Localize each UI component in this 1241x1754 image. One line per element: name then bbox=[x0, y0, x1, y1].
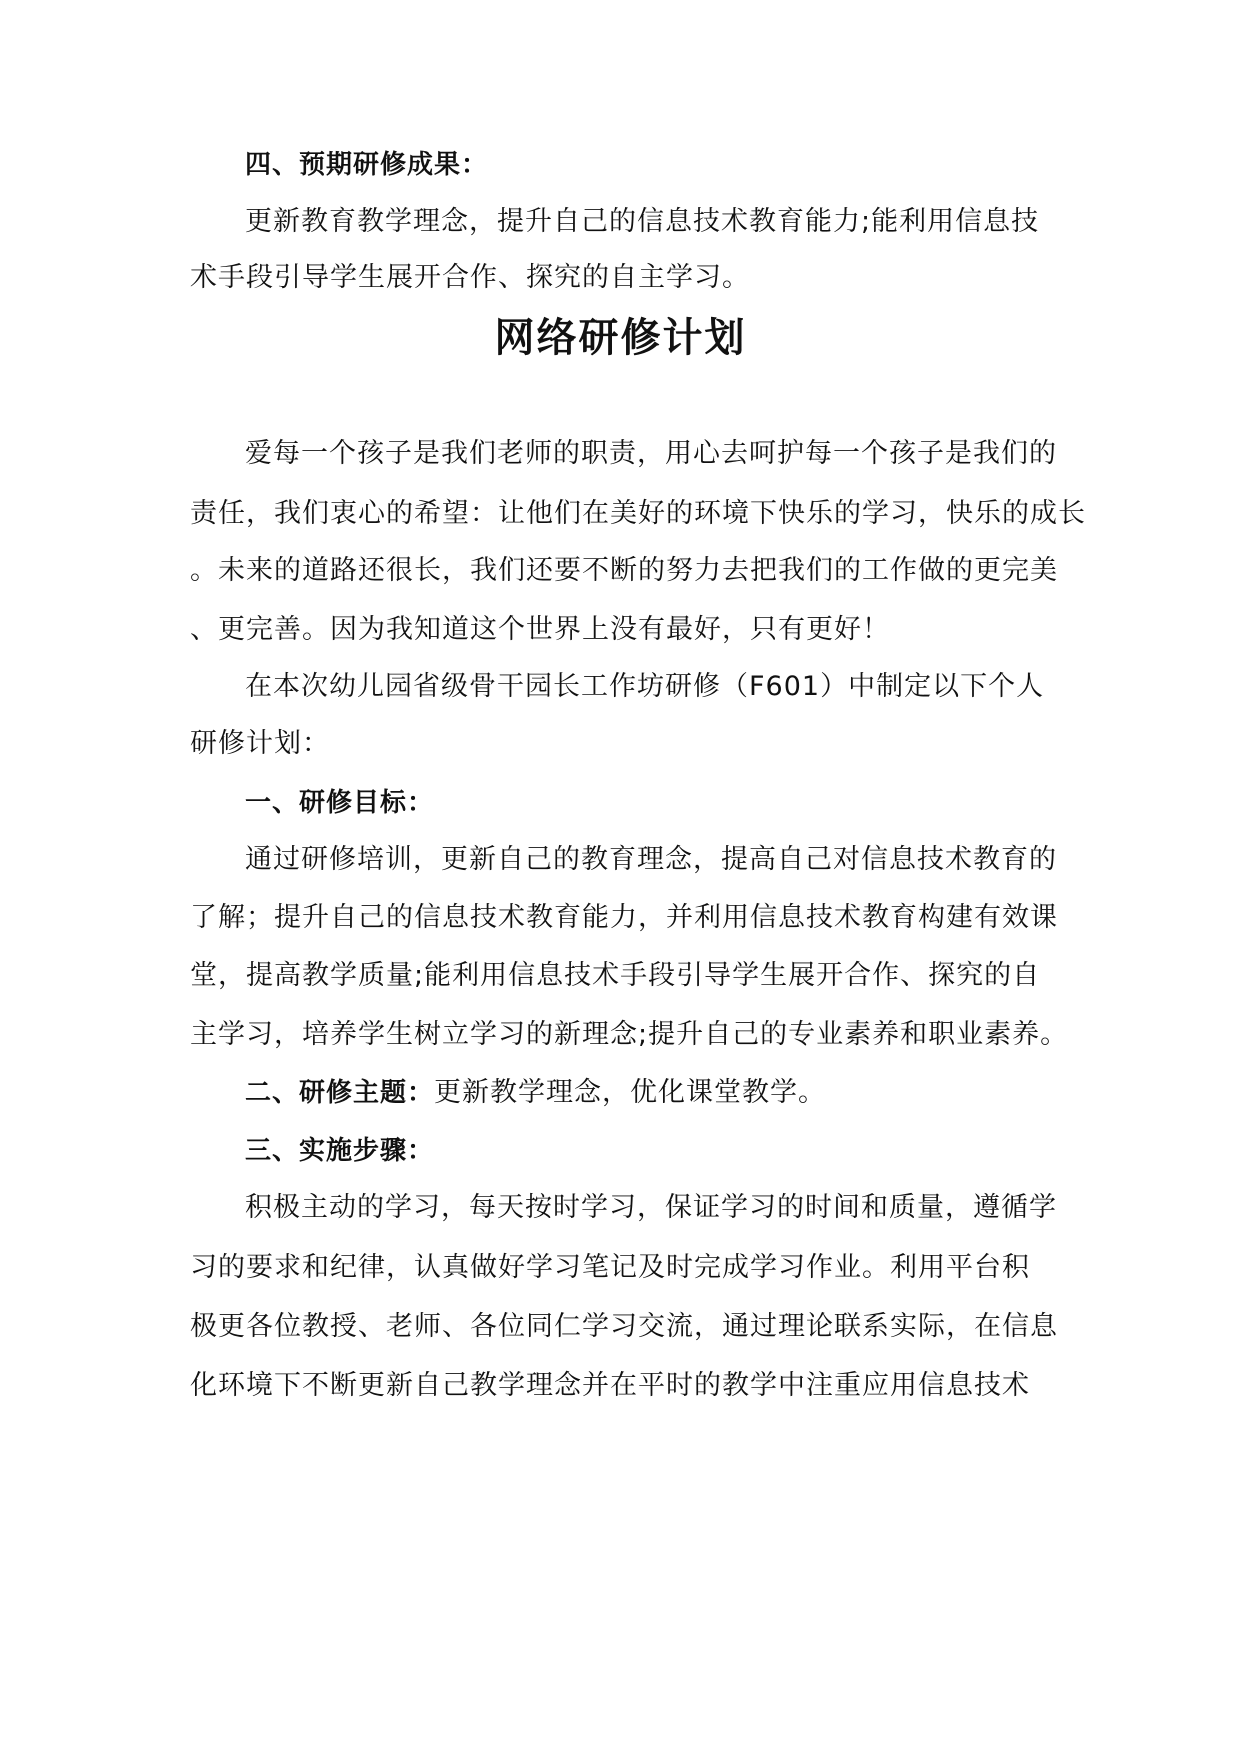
section3-line-1: 积极主动的学习，每天按时学习，保证学习的时间和质量，遵循学 bbox=[245, 1192, 1057, 1223]
section3-line-2: 习的要求和纪律，认真做好学习笔记及时完成学习作业。利用平台积 bbox=[190, 1252, 1030, 1283]
document-title: 网络研修计划 bbox=[494, 315, 747, 361]
context-line-1: 在本次幼儿园省级骨干园长工作坊研修（F601）中制定以下个人 bbox=[245, 671, 1045, 702]
section2-line bbox=[245, 1073, 826, 1113]
section4-line-1: 更新教育教学理念，提升自己的信息技术教育能力;能利用信息技 bbox=[245, 206, 1040, 237]
section1-line-2: 了解；提升自己的信息技术教育能力，并利用信息技术教育构建有效课 bbox=[190, 902, 1058, 933]
section3-line-3: 极更各位教授、老师、各位同仁学习交流，通过理论联系实际，在信息 bbox=[190, 1311, 1058, 1342]
section3-line-4: 化环境下不断更新自己教学理念并在平时的教学中注重应用信息技术 bbox=[190, 1370, 1030, 1401]
intro-line-4: 、更完善。因为我知道这个世界上没有最好，只有更好！ bbox=[190, 614, 890, 645]
section4-line-2: 术手段引导学生展开合作、探究的自主学习。 bbox=[190, 262, 750, 293]
context-line-2: 研修计划： bbox=[190, 728, 330, 759]
intro-line-2: 责任，我们衷心的希望：让他们在美好的环境下快乐的学习，快乐的成长 bbox=[190, 498, 1086, 529]
intro-line-1: 爱每一个孩子是我们老师的职责，用心去呵护每一个孩子是我们的 bbox=[245, 438, 1057, 469]
section4-heading: 四、预期研修成果： bbox=[245, 150, 489, 180]
section1-line-3: 堂，提高教学质量;能利用信息技术手段引导学生展开合作、探究的自 bbox=[190, 960, 1041, 991]
section2-text: 更新教学理念，优化课堂教学。 bbox=[434, 1077, 827, 1108]
section1-line-1: 通过研修培训，更新自己的教育理念，提高自己对信息技术教育的 bbox=[245, 844, 1057, 875]
section1-heading: 一、研修目标： bbox=[245, 788, 435, 818]
intro-line-3: 。未来的道路还很长，我们还要不断的努力去把我们的工作做的更完美 bbox=[190, 555, 1058, 586]
section2-heading: 二、研修主题： bbox=[245, 1078, 435, 1108]
section3-heading: 三、实施步骤： bbox=[245, 1136, 435, 1166]
section1-line-4: 主学习，培养学生树立学习的新理念;提升自己的专业素养和职业素养。 bbox=[190, 1019, 1069, 1050]
